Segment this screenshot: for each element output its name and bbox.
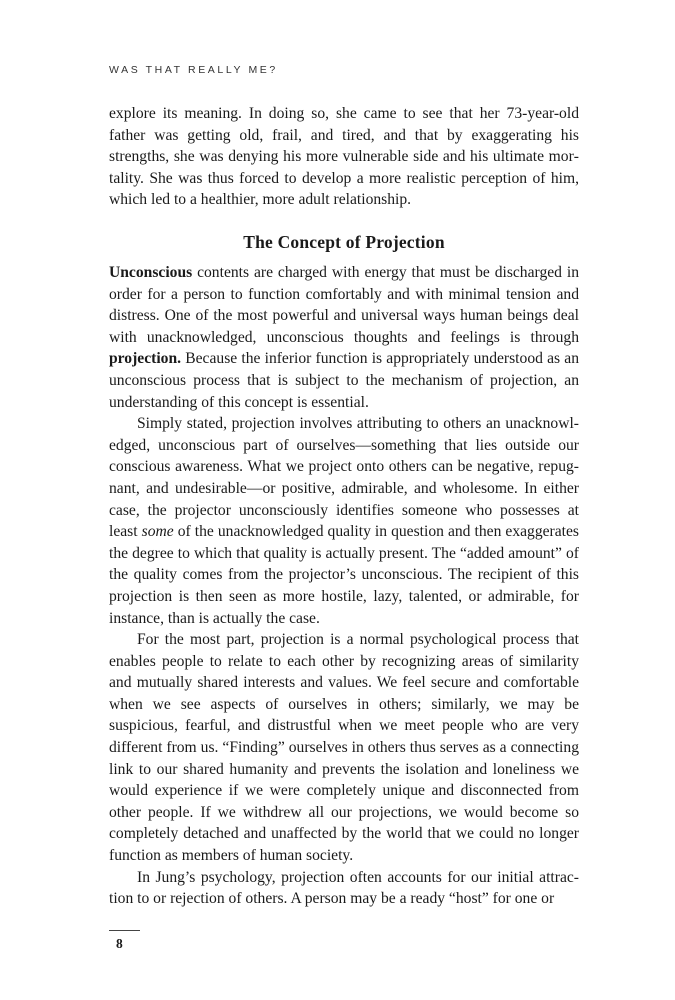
page-number: 8 bbox=[116, 936, 123, 951]
text-run: Simply stated, projection involves attributing to others an unacknowledged, unconscious part of ourselves—something that lies outside our conscious awareness. What we project onto others can be negative, repugnant, and undesirable—or positive, admirable, and wholesome. In either case, the projector unconsciously identifies someone who possesses at least bbox=[109, 415, 579, 541]
paragraph: In Jung’s psychology, projection often accounts for our initial attraction to or rejection of others. A person may be a ready “host” for one or bbox=[109, 868, 579, 908]
text-run: Because the inferior function is appropriately understood as an unconscious process that is subject to the mechanism of projection, an understanding of this concept is essential. bbox=[109, 350, 579, 411]
section-body bbox=[109, 262, 579, 910]
running-head: WAS THAT REALLY ME? bbox=[109, 64, 278, 76]
bold-term: projection. bbox=[109, 350, 182, 368]
paragraph bbox=[109, 413, 579, 629]
paragraph: For the most part, projection is a normal psychological process that enables people to relate to each other by recognizing areas of similarity and mutually shared interests and values. We feel secure and comfortable when we see aspects of ourselves in others; similarly, we may be suspicious, fearful, and distrustful when we meet people who are very different from us. “Finding” ourselves in others thus serves as a connecting link to our shared humanity and prevents the isolation and loneliness we would experience if we were completely unique and disconnected from other people. If we withdrew all our projections, we would become so completely detached and unaffected by the world that we could no longer function as members of human society. bbox=[109, 631, 579, 865]
italic-emphasis: some bbox=[141, 523, 174, 541]
section-heading: The Concept of Projection bbox=[243, 232, 445, 252]
paragraph bbox=[109, 262, 579, 413]
intro-paragraph bbox=[109, 103, 579, 211]
folio-rule bbox=[109, 930, 140, 931]
bold-term: Unconscious bbox=[109, 264, 193, 281]
paragraph: explore its meaning. In doing so, she came to see that her 73-year-old father was getting old, frail, and tired, and that by exaggerating his strengths, she was denying his more vulnerable side and his ultimate mortality. She was thus forced to develop a more realistic perception of him, which led to a healthier, more adult relationship. bbox=[109, 105, 579, 209]
text-run: contents are charged with energy that must be discharged in order for a person to function comfortably and with minimal tension and distress. One of the most powerful and universal ways human beings deal with unacknowledged, unconscious thoughts and feelings is through bbox=[109, 264, 579, 346]
text-run: of the unacknowledged quality in question and then exaggerates the degree to which that quality is actually present. The “added amount” of the quality comes from the projector’s unconscious. The recipient of this projection is then seen as more hostile, lazy, talented, or admirable, for instance, than is actually the case. bbox=[109, 523, 579, 627]
